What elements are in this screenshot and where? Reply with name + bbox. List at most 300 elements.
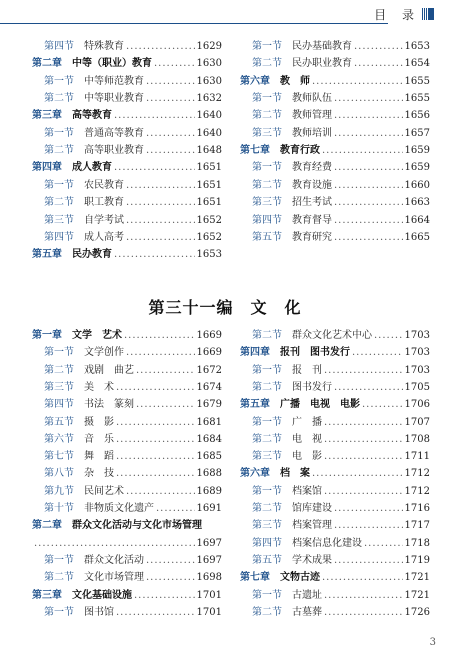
toc-chapter-entry: [240, 465, 430, 482]
toc-entry-label: [240, 344, 350, 361]
toc-entry-label: [44, 483, 124, 500]
toc-section-entry: [252, 125, 430, 142]
toc-entry-label: [44, 362, 134, 379]
toc-entry-label: [44, 142, 144, 159]
toc-entry-title: 学术成果: [292, 554, 332, 566]
toc-page-number: 1674: [196, 381, 222, 393]
toc-page-number: 1721: [404, 572, 430, 584]
toc-section-entry: [252, 448, 430, 465]
toc-section-entry: [44, 552, 222, 569]
toc-chapter-number: 第四章: [240, 347, 270, 359]
toc-entry-title: 美 术: [84, 381, 114, 393]
toc-dot-leader: [324, 483, 403, 500]
toc-page-number: 1707: [404, 416, 430, 428]
toc-chapter-entry: [240, 142, 430, 159]
toc-section-entry: [44, 604, 222, 621]
toc-entry-title: 职工教育: [84, 197, 124, 209]
toc-dot-leader: [334, 90, 403, 107]
toc-entry-title: 广播 电视 电影: [280, 399, 360, 411]
toc-section-number: 第二节: [44, 93, 74, 105]
toc-entry-label: [44, 448, 114, 465]
toc-dot-leader: [126, 344, 195, 361]
toc-entry-title: 自学考试: [84, 214, 124, 226]
toc-section-number: 第二节: [252, 503, 282, 514]
toc-entry-label: [44, 465, 114, 482]
toc-section-number: 第二节: [252, 110, 282, 122]
toc-section-number: 第二节: [252, 433, 282, 445]
toc-entry-title: 图书发行: [292, 381, 332, 393]
toc-entry-title: 教育经费: [292, 162, 332, 174]
toc-section-number: 第九节: [44, 485, 74, 497]
toc-dot-leader: [334, 500, 403, 517]
toc-dot-leader: [114, 107, 195, 124]
toc-page-number: 1701: [196, 589, 222, 601]
toc-dot-leader: [114, 159, 195, 176]
toc-page-number: 1663: [404, 197, 430, 209]
toc-entry-title: 特殊教育: [84, 41, 124, 52]
toc-entry-label: [252, 517, 332, 534]
toc-entry-title: 高等职业教育: [84, 145, 144, 157]
toc-section-number: 第四节: [44, 399, 74, 411]
toc-entry-title: 教师管理: [292, 110, 332, 122]
toc-section-number: 第五节: [252, 554, 282, 566]
toc-section-number: 第二节: [44, 197, 74, 209]
toc-entry-title: 图书馆: [84, 606, 114, 618]
toc-section-number: 第三节: [44, 381, 74, 393]
toc-dot-leader: [324, 604, 403, 621]
toc-dot-leader: [116, 379, 195, 396]
toc-dot-leader: [116, 604, 195, 621]
toc-entry-label: [32, 327, 122, 344]
toc-entry-label: [252, 362, 322, 379]
toc-page-number: 1648: [196, 145, 222, 157]
toc-section-entry: [44, 90, 222, 107]
toc-dot-leader: [334, 159, 403, 176]
toc-entry-title: 中等师范教育: [84, 75, 144, 87]
toc-section-entry: [252, 379, 430, 396]
toc-page-number: 1653: [404, 41, 430, 52]
toc-page-number: 1632: [196, 93, 222, 105]
toc-entry-label: [252, 379, 332, 396]
toc-entry-title: 教育督导: [292, 214, 332, 226]
toc-dot-leader: [146, 125, 195, 142]
toc-section-entry: [252, 500, 430, 517]
toc-entry-title: 报刊 图书发行: [280, 347, 350, 359]
toc-entry-title: 杂 技: [84, 468, 114, 480]
toc-entry-title: 档 案: [280, 468, 310, 480]
toc-page-number: 1652: [196, 231, 222, 243]
toc-chapter-entry: [240, 569, 430, 586]
toc-section-entry: [44, 569, 222, 586]
toc-entry-label: [44, 604, 114, 621]
toc-entry-title: 成人高考: [84, 231, 124, 243]
toc-dot-leader: [334, 107, 403, 124]
toc-entry-label: [44, 431, 114, 448]
toc-page-number: 1665: [404, 231, 430, 243]
toc-dot-leader: [134, 587, 195, 604]
toc-section-entry: [252, 604, 430, 621]
toc-dot-leader: [126, 483, 195, 500]
header-title: 目 录: [374, 8, 420, 22]
toc-entry-label: [252, 107, 332, 124]
toc-section-number: 第一节: [252, 416, 282, 428]
toc-page-number: 1697: [196, 537, 222, 549]
toc-section-number: 第十节: [44, 503, 74, 514]
toc-page-number: 1656: [404, 110, 430, 122]
toc-continuation-entry: [32, 535, 222, 552]
toc-entry-title: 非物质文化遗产: [84, 503, 154, 514]
toc-entry-title: 群众文化艺术中心: [292, 330, 372, 341]
toc-chapter-number: 第五章: [240, 399, 270, 411]
toc-page-number: 1681: [196, 416, 222, 428]
toc-section-entry: [44, 212, 222, 229]
toc-entry-title: 舞 蹈: [84, 451, 114, 463]
toc-section-entry: [252, 483, 430, 500]
toc-entry-title: 文学 艺术: [72, 330, 122, 341]
toc-entry-title: 招生考试: [292, 197, 332, 209]
toc-section-entry: [44, 465, 222, 482]
toc-entry-title: 群众文化活动: [84, 554, 144, 566]
toc-section-entry: [44, 483, 222, 500]
toc-page-number: 1629: [196, 41, 222, 52]
toc-section-number: 第一节: [44, 127, 74, 139]
toc-section-number: 第二节: [44, 572, 74, 584]
toc-entry-title: 档案馆: [292, 485, 322, 497]
toc-chapter-number: 第二章: [32, 520, 62, 532]
toc-page-number: 1703: [404, 364, 430, 376]
toc-section-entry: [44, 177, 222, 194]
header-rule: [0, 23, 388, 24]
toc-entry-label: [32, 587, 132, 604]
toc-chapter-number: 第四章: [32, 162, 62, 174]
toc-entry-label: [252, 125, 332, 142]
toc-chapter-number: 第六章: [240, 75, 270, 87]
toc-section-entry: [44, 73, 222, 90]
toc-chapter-number: 第五章: [32, 249, 62, 261]
toc-page-number: 1718: [404, 537, 430, 549]
toc-chapter-entry: [32, 107, 222, 124]
toc-section-entry: [44, 142, 222, 159]
toc-chapter-entry: [32, 327, 222, 344]
toc-page-number: 1651: [196, 197, 222, 209]
toc-section-number: 第二节: [44, 145, 74, 157]
toc-page-number: 1672: [196, 364, 222, 376]
toc-dot-leader: [324, 448, 403, 465]
toc-section-entry: [252, 159, 430, 176]
toc-dot-leader: [146, 552, 195, 569]
toc-page-number: 1698: [196, 572, 222, 584]
toc-entry-label: [240, 465, 310, 482]
toc-dot-leader: [146, 90, 195, 107]
header-bars-icon: [422, 8, 434, 20]
part-title: 第三十一编 文 化: [148, 298, 302, 317]
toc-entry-title: 教育设施: [292, 179, 332, 191]
toc-entry-title: 教师培训: [292, 127, 332, 139]
toc-dot-leader: [334, 194, 403, 211]
toc-dot-leader: [116, 431, 195, 448]
toc-page-number: 1717: [404, 520, 430, 532]
toc-section-entry: [252, 327, 430, 344]
toc-dot-leader: [334, 517, 403, 534]
toc-chapter-entry: [240, 73, 430, 90]
toc-entry-label: [44, 177, 124, 194]
toc-entry-label: [44, 90, 144, 107]
toc-dot-leader: [146, 142, 195, 159]
toc-entry-title: 教育行政: [280, 145, 320, 157]
toc-dot-leader: [322, 142, 403, 159]
toc-dot-leader: [364, 535, 403, 552]
toc-dot-leader: [116, 465, 195, 482]
toc-entry-title: 教 师: [280, 75, 310, 87]
toc-section-number: 第一节: [252, 41, 282, 52]
toc-entry-label: [44, 125, 144, 142]
toc-section-number: 第三节: [44, 214, 74, 226]
toc-section-entry: [44, 414, 222, 431]
toc-entry-label: [252, 55, 352, 72]
toc-entry-label: [44, 569, 144, 586]
toc-entry-title: 广 播: [292, 416, 322, 428]
toc-section-entry: [44, 362, 222, 379]
toc-page-number: 1697: [196, 554, 222, 566]
toc-entry-title: 民办职业教育: [292, 58, 352, 70]
toc-page-number: 1640: [196, 110, 222, 122]
toc-page-number: 1659: [404, 162, 430, 174]
toc-chapter-entry: [32, 159, 222, 176]
toc-dot-leader: [146, 73, 195, 90]
toc-page-number: 1655: [404, 75, 430, 87]
toc-dot-leader: [34, 535, 195, 552]
toc-entry-label: [252, 483, 322, 500]
toc-section-entry: [252, 177, 430, 194]
toc-section-number: 第四节: [252, 537, 282, 549]
toc-entry-label: [44, 229, 124, 246]
toc-section-entry: [252, 212, 430, 229]
toc-page-number: 1688: [196, 468, 222, 480]
page-number: 3: [429, 637, 436, 648]
toc-entry-label: [252, 431, 322, 448]
toc-page-number: 1654: [404, 58, 430, 70]
toc-page-number: 1719: [404, 554, 430, 566]
toc-dot-leader: [156, 500, 195, 517]
toc-section-number: 第一节: [252, 485, 282, 497]
toc-section-number: 第三节: [252, 197, 282, 209]
toc-entry-label: [32, 246, 112, 263]
toc-entry-label: [44, 212, 124, 229]
toc-dot-leader: [324, 587, 403, 604]
toc-entry-title: 群众文化活动与文化市场管理: [72, 520, 202, 532]
toc-section-entry: [252, 107, 430, 124]
toc-page-number: 1685: [196, 451, 222, 463]
toc-section-number: 第一节: [44, 554, 74, 566]
toc-page-number: 1708: [404, 433, 430, 445]
toc-page-number: 1705: [404, 381, 430, 393]
toc-section-number: 第五节: [44, 416, 74, 428]
toc-entry-label: [44, 379, 114, 396]
toc-entry-title: 书法 篆刻: [84, 399, 134, 411]
toc-entry-title: 报 刊: [292, 364, 322, 376]
toc-entry-title: 档案信息化建设: [292, 537, 362, 549]
toc-page-number: 1630: [196, 75, 222, 87]
toc-entry-label: [32, 107, 112, 124]
toc-chapter-entry: [32, 517, 222, 534]
toc-dot-leader: [334, 177, 403, 194]
toc-chapter-entry: [240, 396, 430, 413]
toc-page-number: 1669: [196, 347, 222, 359]
toc-dot-leader: [116, 414, 195, 431]
toc-page-number: 1703: [404, 347, 430, 359]
toc-dot-leader: [146, 569, 195, 586]
toc-section-entry: [252, 587, 430, 604]
toc-dot-leader: [324, 414, 403, 431]
toc-section-number: 第五节: [252, 231, 282, 243]
toc-chapter-entry: [240, 344, 430, 361]
toc-page-number: 1679: [196, 399, 222, 411]
toc-section-number: 第二节: [252, 58, 282, 70]
toc-entry-title: 高等教育: [72, 110, 112, 122]
toc-section-number: 第一节: [252, 162, 282, 174]
toc-entry-label: [44, 194, 124, 211]
toc-section-number: 第四节: [44, 231, 74, 243]
toc-entry-label: [252, 552, 332, 569]
toc-page-number: 1706: [404, 399, 430, 411]
toc-section-entry: [252, 55, 430, 72]
toc-dot-leader: [312, 465, 403, 482]
toc-section-entry: [252, 229, 430, 246]
toc-dot-leader: [324, 431, 403, 448]
toc-section-entry: [252, 38, 430, 55]
toc-chapter-entry: [32, 55, 222, 72]
toc-entry-label: [240, 569, 320, 586]
toc-section-entry: [44, 194, 222, 211]
toc-entry-title: 古遗址: [292, 589, 322, 601]
toc-section-number: 第三节: [252, 520, 282, 532]
toc-entry-label: [44, 500, 154, 517]
toc-entry-title: 音 乐: [84, 433, 114, 445]
toc-section-number: 第四节: [44, 41, 74, 52]
toc-page-number: 1653: [196, 249, 222, 261]
toc-entry-label: [252, 448, 322, 465]
toc-entry-label: [252, 159, 332, 176]
toc-entry-label: [252, 500, 332, 517]
toc-chapter-number: 第一章: [32, 330, 62, 341]
toc-dot-leader: [126, 194, 195, 211]
toc-chapter-number: 第三章: [32, 110, 62, 122]
toc-dot-leader: [334, 379, 403, 396]
toc-section-number: 第一节: [44, 347, 74, 359]
toc-page-number: 1721: [404, 589, 430, 601]
toc-section-entry: [44, 229, 222, 246]
toc-section-number: 第一节: [252, 364, 282, 376]
toc-entry-title: 文化市场管理: [84, 572, 144, 584]
toc-dot-leader: [354, 55, 403, 72]
toc-page-number: 1657: [404, 127, 430, 139]
toc-entry-title: 教育研究: [292, 231, 332, 243]
toc-section-number: 第一节: [252, 93, 282, 105]
toc-entry-label: [252, 90, 332, 107]
toc-section-entry: [252, 414, 430, 431]
toc-chapter-entry: [32, 246, 222, 263]
toc-entry-title: 民间艺术: [84, 485, 124, 497]
toc-page-number: 1660: [404, 179, 430, 191]
toc-entry-title: 馆库建设: [292, 503, 332, 514]
toc-entry-label: [252, 327, 372, 344]
toc-section-entry: [44, 396, 222, 413]
toc-section-number: 第三节: [252, 127, 282, 139]
toc-section-number: 第二节: [44, 364, 74, 376]
toc-page-number: 1716: [404, 503, 430, 514]
toc-page-number: 1630: [196, 58, 222, 70]
toc-entry-label: [252, 229, 332, 246]
toc-section-entry: [44, 379, 222, 396]
toc-chapter-number: 第七章: [240, 145, 270, 157]
toc-dot-leader: [374, 327, 403, 344]
toc-section-number: 第二节: [252, 381, 282, 393]
toc-entry-title: 教师队伍: [292, 93, 332, 105]
toc-page-number: 1689: [196, 485, 222, 497]
toc-chapter-number: 第六章: [240, 468, 270, 480]
toc-section-number: 第六节: [44, 433, 74, 445]
toc-entry-title: 摄 影: [84, 416, 114, 428]
toc-dot-leader: [126, 177, 195, 194]
toc-dot-leader: [324, 362, 403, 379]
toc-section-entry: [252, 517, 430, 534]
toc-entry-label: [252, 212, 332, 229]
toc-page-number: 1655: [404, 93, 430, 105]
toc-dot-leader: [154, 55, 195, 72]
toc-section-number: 第一节: [44, 606, 74, 618]
toc-dot-leader: [116, 448, 195, 465]
toc-page-number: 1691: [196, 503, 222, 514]
toc-entry-label: [252, 587, 322, 604]
toc-entry-label: [32, 159, 112, 176]
toc-entry-title: 中等职业教育: [84, 93, 144, 105]
toc-section-entry: [44, 448, 222, 465]
toc-section-number: 第八节: [44, 468, 74, 480]
toc-page-number: 1712: [404, 485, 430, 497]
toc-entry-label: [44, 344, 124, 361]
toc-dot-leader: [124, 327, 195, 344]
toc-section-entry: [252, 431, 430, 448]
toc-dot-leader: [352, 344, 403, 361]
toc-entry-title: 文学创作: [84, 347, 124, 359]
toc-section-entry: [44, 125, 222, 142]
toc-dot-leader: [362, 396, 403, 413]
toc-page-number: 1651: [196, 162, 222, 174]
toc-entry-title: 电 视: [292, 433, 322, 445]
toc-entry-label: [252, 604, 322, 621]
toc-section-entry: [252, 552, 430, 569]
toc-section-number: 第二节: [252, 179, 282, 191]
toc-section-entry: [252, 90, 430, 107]
toc-entry-label: [252, 414, 322, 431]
toc-entry-label: [44, 38, 124, 55]
toc-page-number: 1726: [404, 606, 430, 618]
toc-section-number: 第四节: [252, 214, 282, 226]
toc-entry-label: [240, 396, 360, 413]
toc-entry-title: 农民教育: [84, 179, 124, 191]
page-header: [0, 0, 450, 26]
toc-entry-title: 电 影: [292, 451, 322, 463]
toc-entry-label: [252, 535, 362, 552]
toc-entry-label: [32, 517, 202, 534]
toc-page-number: 1684: [196, 433, 222, 445]
toc-entry-title: 成人教育: [72, 162, 112, 174]
toc-section-entry: [44, 38, 222, 55]
toc-page-number: 1711: [404, 451, 430, 463]
toc-section-number: 第一节: [44, 75, 74, 87]
toc-section-number: 第七节: [44, 451, 74, 463]
toc-entry-label: [44, 552, 144, 569]
